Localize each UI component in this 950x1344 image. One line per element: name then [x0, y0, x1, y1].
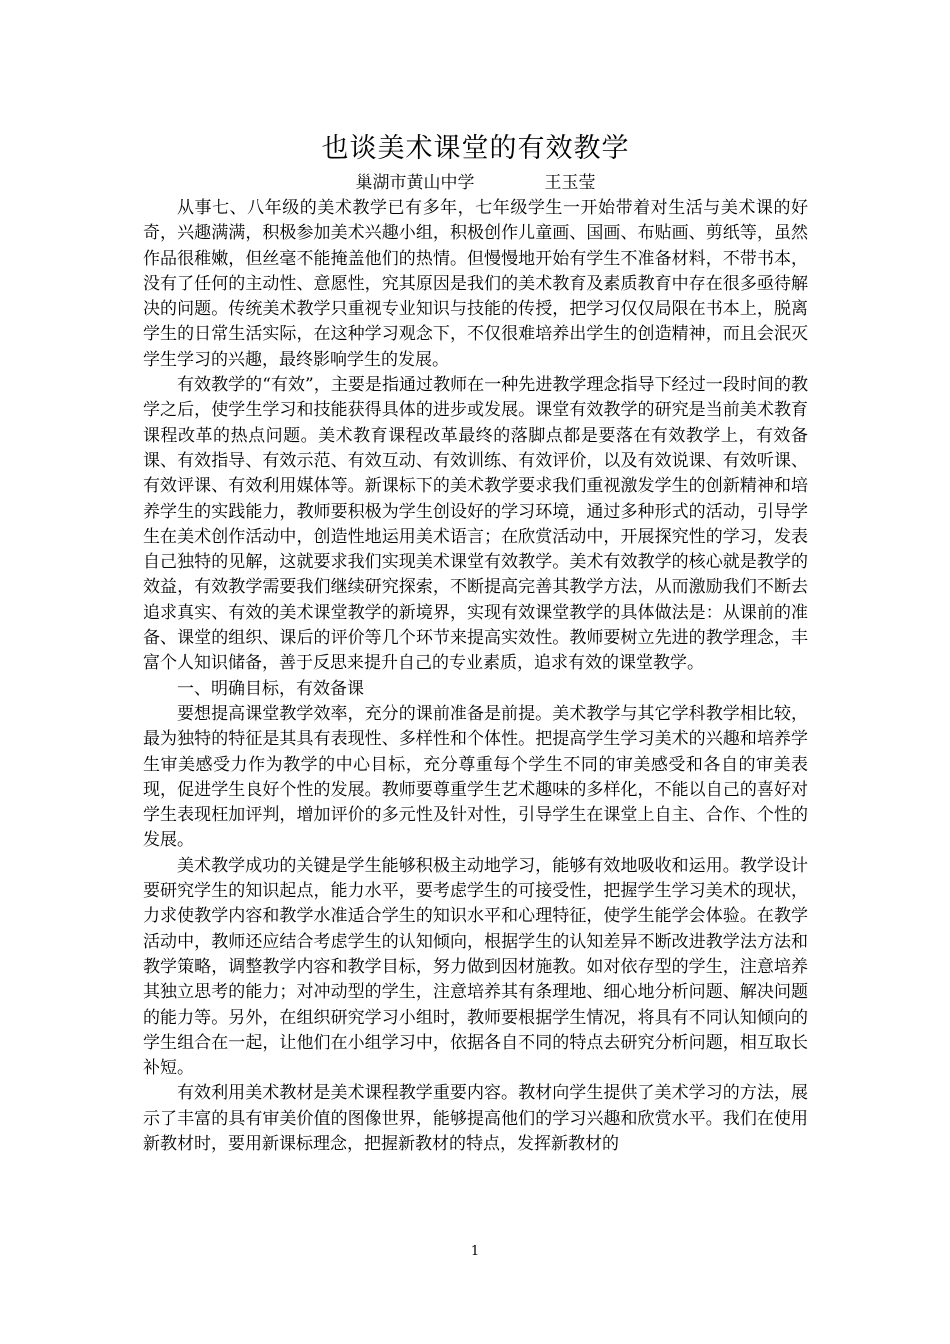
byline [143, 170, 808, 196]
document-title: 也谈美术课堂的有效教学 [321, 133, 630, 164]
paragraph: 有效教学的“有效”，主要是指通过教师在一种先进教学理念指导下经过一段时间的教学之后，使学生学习和技能获得具体的进步或发展。课堂有效教学的研究是当前美术教育课程改革的热点问题。美术教育课程改革最终的落脚点都是要落在有效教学上，有效备课、有效指导、有效示范、有效互动、有效训练、有效评价，以及有效说课、有效听课、有效评课、有效利用媒体等。新课标下的美术教学要求我们重视激发学生的创新精神和培养学生的实践能力，教师要积极为学生创设好的学习环境，通过多种形式的活动，引导学生在美术创作活动中，创造性地运用美术语言；在欣赏活动中，开展探究性的学习，发表自己独特的见解，这就要求我们实现美术课堂有效教学。美术有效教学的核心就是教学的效益，有效教学需要我们继续研究探索，不断提高完善其教学方法，从而激励我们不断去追求真实、有效的美术课堂教学的新境界，实现有效课堂教学的具体做法是：从课前的准备、课堂的组织、课后的评价等几个环节来提高实效性。教师要树立先进的教学理念，丰富个人知识储备，善于反思来提升自己的专业素质，追求有效的课堂教学。 [143, 375, 808, 674]
paragraph: 美术教学成功的关键是学生能够积极主动地学习，能够有效地吸收和运用。教学设计要研究学生的知识起点，能力水平，要考虑学生的可接受性，把握学生学习美术的现状，力求使教学内容和教学水准适合学生的知识水平和心理特征，使学生能学会体验。在教学活动中，教师还应结合考虑学生的认知倾向，根据学生的认知差异不断改进教学法方法和教学策略，调整教学内容和教学目标，努力做到因材施教。如对依存型的学生，注意培养其独立思考的能力；对冲动型的学生，注意培养其有条理地、细心地分析问题、解决问题的能力等。另外，在组织研究学习小组时，教师要根据学生情况，将具有不同认知倾向的学生组合在一起，让他们在小组学习中，依据各自不同的特点去研究分析问题，相互取长补短。 [143, 855, 808, 1079]
paragraph: 有效利用美术教材是美术课程教学重要内容。教材向学生提供了美术学习的方法，展示了丰富的具有审美价值的图像世界，能够提高他们的学习兴趣和欣赏水平。我们在使用新教材时，要用新课标理念，把握新教材的特点，发挥新教材的 [143, 1083, 808, 1154]
paragraph: 从事七、八年级的美术教学已有多年，七年级学生一开始带着对生活与美术课的好奇，兴趣满满，积极参加美术兴趣小组，积极创作儿童画、国画、布贴画、剪纸等，虽然作品很稚嫩，但丝毫不能掩盖他们的热情。但慢慢地开始有学生不准备材料，不带书本，没有了任何的主动性、意愿性，究其原因是我们的美术教育及素质教育中存在很多亟待解决的问题。传统美术教学只重视专业知识与技能的传授，把学习仅仅局限在书本上，脱离学生的日常生活实际，在这种学习观念下，不仅很难培养出学生的创造精神，而且会泯灭学生学习的兴趣，最终影响学生的发展。 [143, 198, 808, 370]
school-name: 巢湖市黄山中学 [355, 173, 475, 193]
document-page [143, 128, 808, 1157]
section-heading: 一、明确目标，有效备课 [177, 678, 364, 699]
author-name: 王玉莹 [544, 173, 596, 193]
page-number: 1 [470, 1244, 480, 1259]
paragraph: 要想提高课堂教学效率，充分的课前准备是前提。美术教学与其它学科教学相比较，最为独特的特征是其具有表现性、多样性和个体性。把提高学生学习美术的兴趣和培养学生审美感受力作为教学的中心目标，充分尊重每个学生不同的审美感受和各自的审美表现，促进学生良好个性的发展。教师要尊重学生艺术趣味的多样化，不能以自己的喜好对学生表现枉加评判，增加评价的多元性及针对性，引导学生在课堂上自主、合作、个性的发展。 [143, 703, 808, 851]
